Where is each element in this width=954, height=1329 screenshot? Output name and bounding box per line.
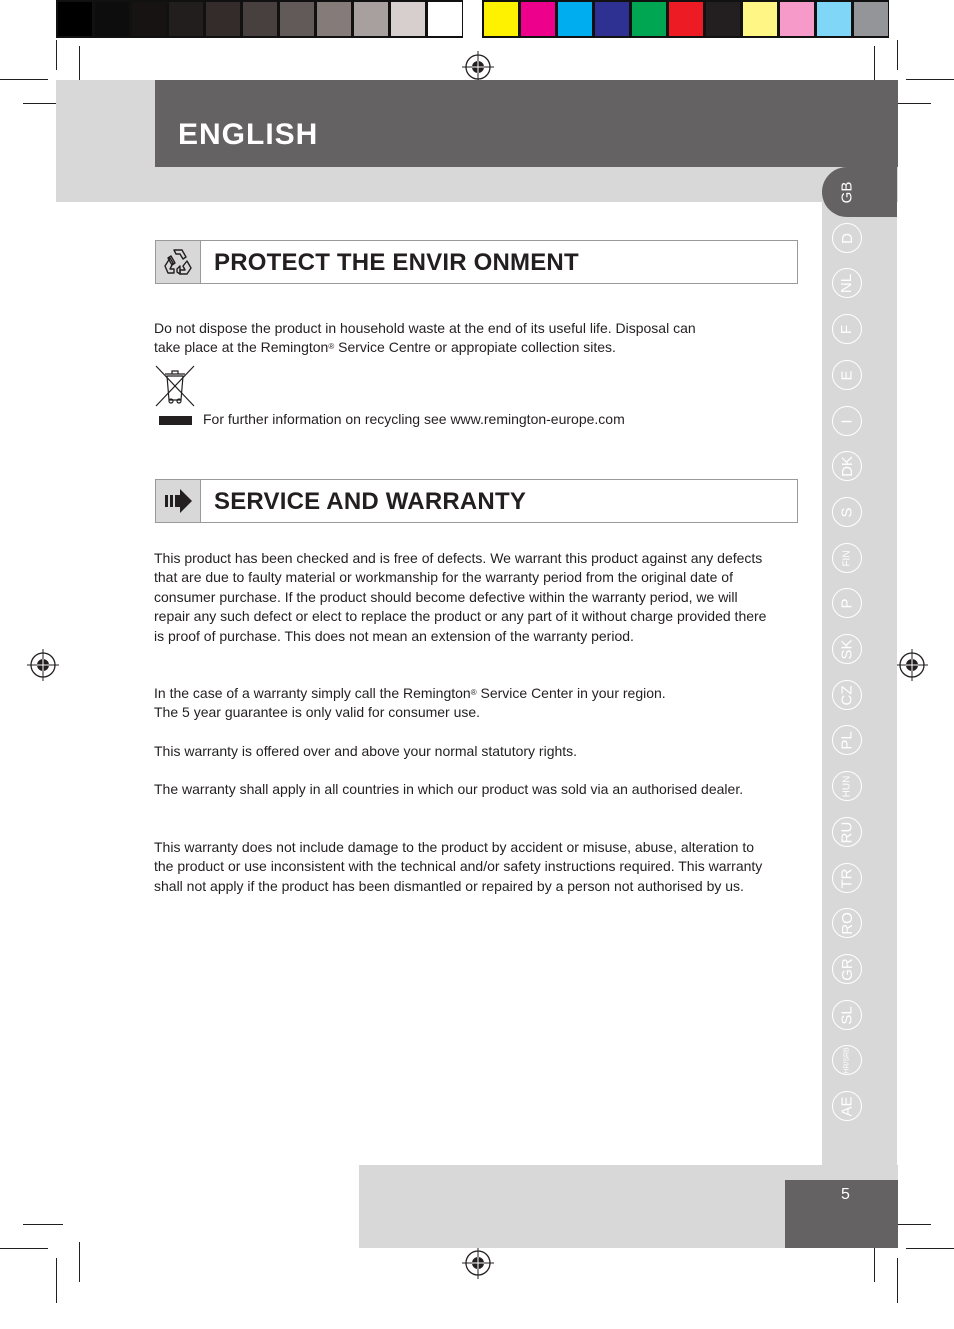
language-tab-nl[interactable] bbox=[832, 268, 862, 298]
crop-mark bbox=[906, 1248, 954, 1249]
language-tab-label: NL bbox=[838, 273, 856, 293]
color-swatch bbox=[280, 2, 314, 36]
recycle-icon bbox=[160, 244, 196, 280]
registration-mark-icon bbox=[462, 1247, 494, 1279]
color-swatch bbox=[391, 2, 425, 36]
text-line: Do not dispose the product in household waste at the end of its useful life. Disposal can bbox=[154, 320, 696, 336]
environment-paragraph bbox=[154, 319, 774, 358]
warranty-paragraph-3: This warranty is offered over and above your normal statutory rights. bbox=[154, 743, 578, 759]
color-swatch bbox=[706, 2, 740, 36]
language-tab-label: P bbox=[838, 597, 856, 609]
language-tab-ro[interactable] bbox=[832, 908, 862, 938]
language-tab-label: HR/SRB bbox=[843, 1046, 851, 1074]
language-tab-e[interactable] bbox=[832, 360, 862, 390]
section-heading-environment bbox=[155, 240, 798, 284]
color-swatch bbox=[169, 2, 203, 36]
weee-bar bbox=[159, 416, 192, 425]
language-tab-fin[interactable] bbox=[832, 543, 862, 573]
registered-mark: ® bbox=[470, 688, 477, 697]
registration-mark-icon bbox=[896, 649, 928, 681]
crop-mark bbox=[874, 1242, 875, 1282]
text-line: Service Center in your region. bbox=[476, 685, 666, 701]
language-tab-gb[interactable] bbox=[832, 177, 862, 207]
color-swatch bbox=[243, 2, 277, 36]
language-tab-label: F bbox=[838, 324, 856, 334]
crop-mark bbox=[906, 79, 954, 80]
language-tab-label: SL bbox=[838, 1005, 856, 1025]
language-tab-label: PL bbox=[838, 730, 856, 750]
language-tab-ae[interactable] bbox=[832, 1091, 862, 1121]
color-swatch bbox=[632, 2, 666, 36]
page-title: ENGLISH bbox=[178, 118, 319, 151]
color-swatch bbox=[558, 2, 592, 36]
section-heading-warranty bbox=[155, 479, 798, 523]
text-line: In the case of a warranty simply call the Remington bbox=[154, 685, 471, 701]
arrow-right-icon bbox=[163, 488, 193, 514]
text-line: Service Centre or appropiate collection sites. bbox=[334, 339, 616, 356]
color-swatch bbox=[132, 2, 166, 36]
language-tab-label: SK bbox=[838, 638, 856, 660]
language-tab-label: TR bbox=[838, 868, 856, 888]
warranty-paragraph-1: This product has been checked and is free of defects. We warrant this product against any defects that are due to faulty material or workmanship for the warranty period from the original date of consumer purchase. If the product should become defective within the warranty period, we will repair any such defect or elect to replace the product or any part of it without charge provided there is proof of purchase. This does not mean an extension of the warranty period. bbox=[154, 550, 767, 644]
language-tab-label: CZ bbox=[838, 685, 856, 705]
language-tab-label: FIN bbox=[841, 549, 853, 567]
language-tab-label: RO bbox=[838, 911, 856, 935]
language-tab-ru[interactable] bbox=[832, 817, 862, 847]
color-swatch bbox=[669, 2, 703, 36]
language-tab-p[interactable] bbox=[832, 588, 862, 618]
language-tab-i[interactable] bbox=[832, 406, 862, 436]
warranty-paragraph-4: The warranty shall apply in all countries in which our product was sold via an authorised dealer. bbox=[154, 781, 744, 797]
language-tab-label: RU bbox=[838, 821, 856, 843]
language-tab-label: HUN bbox=[841, 775, 853, 797]
color-swatch bbox=[854, 2, 888, 36]
crop-mark bbox=[0, 1248, 48, 1249]
language-tab-sk[interactable] bbox=[832, 634, 862, 664]
language-tab-pl[interactable] bbox=[832, 725, 862, 755]
language-tab-hun[interactable] bbox=[832, 771, 862, 801]
recycling-info: For further information on recycling see www.remington-europe.com bbox=[203, 411, 625, 427]
page-number: 5 bbox=[841, 1186, 850, 1203]
language-tab-f[interactable] bbox=[832, 314, 862, 344]
color-swatch bbox=[595, 2, 629, 36]
crop-mark bbox=[56, 1258, 57, 1303]
registration-mark-icon bbox=[462, 51, 494, 83]
color-swatch bbox=[428, 2, 462, 36]
language-tab-gr[interactable] bbox=[832, 954, 862, 984]
language-tab-d[interactable] bbox=[832, 223, 862, 253]
section-title: PROTECT THE ENVIR ONMENT bbox=[214, 249, 579, 276]
crop-mark bbox=[897, 1258, 898, 1303]
language-tab-s[interactable] bbox=[832, 497, 862, 527]
color-swatch bbox=[354, 2, 388, 36]
crossed-bin-icon bbox=[155, 364, 197, 408]
color-swatch bbox=[521, 2, 555, 36]
language-tab-label: E bbox=[838, 369, 856, 381]
language-tab-tr[interactable] bbox=[832, 863, 862, 893]
language-tab-label: GB bbox=[838, 181, 856, 203]
crop-mark bbox=[0, 79, 48, 80]
crop-mark bbox=[897, 40, 898, 70]
color-swatch bbox=[743, 2, 777, 36]
language-tab-sl[interactable] bbox=[832, 1000, 862, 1030]
color-swatch bbox=[95, 2, 129, 36]
recycle-icon-box bbox=[156, 241, 201, 283]
color-bar-right bbox=[482, 0, 889, 38]
color-swatch bbox=[58, 2, 92, 36]
color-swatch bbox=[317, 2, 351, 36]
crop-mark bbox=[79, 1242, 80, 1282]
language-tab-hr-srb[interactable] bbox=[832, 1045, 862, 1075]
warranty-paragraph-2 bbox=[154, 684, 774, 723]
language-tab-label: I bbox=[838, 418, 856, 424]
text-line: The 5 year guarantee is only valid for consumer use. bbox=[154, 704, 481, 721]
color-bar-left bbox=[56, 0, 463, 38]
color-swatch bbox=[206, 2, 240, 36]
crop-mark bbox=[23, 1224, 63, 1225]
language-tab-label: DK bbox=[838, 455, 856, 477]
color-swatch bbox=[484, 2, 518, 36]
crop-mark bbox=[56, 40, 57, 70]
language-tab-cz[interactable] bbox=[832, 680, 862, 710]
color-swatch bbox=[817, 2, 851, 36]
language-tab-label: AE bbox=[838, 1095, 856, 1117]
section-title: SERVICE AND WARRANTY bbox=[214, 488, 527, 515]
language-tab-label: GR bbox=[838, 957, 856, 981]
language-tab-dk[interactable] bbox=[832, 451, 862, 481]
language-tab-label: D bbox=[838, 232, 856, 244]
warranty-paragraph-5: This warranty does not include damage to the product by accident or misuse, abuse, alteration to the product or use inconsistent with the technical and/or safety instructions required. This warranty shall not apply if the product has been dismantled or repaired by a person not authorised by us. bbox=[154, 839, 763, 894]
text-line: take place at the Remington bbox=[154, 339, 329, 356]
registration-mark-icon bbox=[27, 649, 59, 681]
language-tab-label: S bbox=[838, 506, 856, 518]
arrow-icon-box bbox=[156, 480, 201, 522]
registered-mark: ® bbox=[328, 342, 335, 352]
color-swatch bbox=[780, 2, 814, 36]
